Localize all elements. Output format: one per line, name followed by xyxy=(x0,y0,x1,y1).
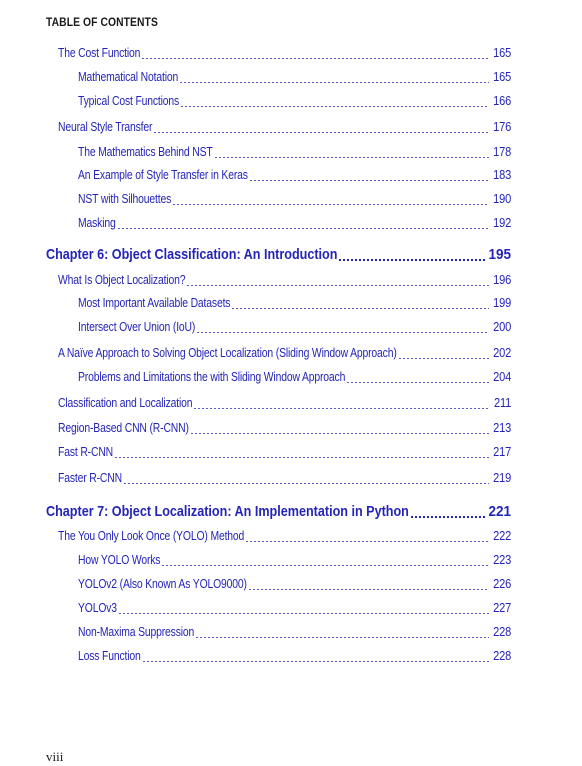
toc-entry-title: Non-Maxima Suppression xyxy=(78,624,195,639)
toc-entry-title: Masking xyxy=(78,215,116,230)
dot-leader xyxy=(117,215,489,233)
toc-entry[interactable] xyxy=(58,444,511,462)
toc-chapter-entry[interactable] xyxy=(46,503,511,523)
toc-entry-title: Faster R-CNN xyxy=(58,470,122,485)
toc-entry-page: 204 xyxy=(493,369,511,384)
dot-leader xyxy=(153,119,489,137)
toc-entry-title: NST with Silhouettes xyxy=(78,191,172,206)
toc-entry[interactable] xyxy=(78,167,511,185)
toc-entry-title: Typical Cost Functions xyxy=(78,93,180,108)
dot-leader xyxy=(179,69,489,87)
toc-entry[interactable] xyxy=(58,470,511,488)
toc-entry[interactable] xyxy=(58,45,511,63)
toc-entry-page: 217 xyxy=(493,444,511,459)
toc-entry-title: Intersect Over Union (IoU) xyxy=(78,319,196,334)
toc-entry-title: The Mathematics Behind NST xyxy=(78,144,213,159)
toc-entry-page: 166 xyxy=(493,93,511,108)
toc-entry-title: YOLOv2 (Also Known As YOLO9000) xyxy=(78,576,247,591)
dot-leader xyxy=(196,319,489,337)
toc-entry-title: Most Important Available Datasets xyxy=(78,295,231,310)
toc-entry[interactable] xyxy=(78,624,511,642)
dot-leader xyxy=(195,624,489,642)
toc-entry-title: Problems and Limitations the with Sliding Window Approach xyxy=(78,369,346,384)
toc-entry-page: 178 xyxy=(493,144,511,159)
toc-entry-page: 226 xyxy=(493,576,511,591)
dot-leader xyxy=(161,552,489,570)
toc-entry-title: Chapter 7: Object Localization: An Implementation in Python xyxy=(46,503,409,520)
toc-entry-page: 196 xyxy=(493,272,511,287)
dot-leader xyxy=(114,444,489,462)
dot-leader xyxy=(123,470,489,488)
toc-entry-title: Loss Function xyxy=(78,648,141,663)
toc-entry-page: 165 xyxy=(493,69,511,84)
dot-leader xyxy=(142,648,489,666)
toc-entry-page: 213 xyxy=(493,420,511,435)
dot-leader xyxy=(186,272,489,290)
toc-entry-title: An Example of Style Transfer in Keras xyxy=(78,167,248,182)
toc-entry[interactable] xyxy=(78,576,511,594)
toc-entry[interactable] xyxy=(78,144,511,162)
dot-leader xyxy=(180,93,489,111)
toc-entry-page: 165 xyxy=(493,45,511,60)
dot-leader xyxy=(190,420,489,438)
toc-entry[interactable] xyxy=(78,648,511,666)
toc-entry-page: 211 xyxy=(493,395,511,410)
toc-entry-title: A Naïve Approach to Solving Object Localization (Sliding Window Approach) xyxy=(58,345,397,360)
dot-leader xyxy=(249,167,489,185)
dot-leader xyxy=(214,144,489,162)
toc-entry[interactable] xyxy=(78,93,511,111)
dot-leader xyxy=(398,345,489,363)
toc-entry-page: 192 xyxy=(493,215,511,230)
toc-entry-title: The Cost Function xyxy=(58,45,141,60)
toc-entry-page: 176 xyxy=(493,119,511,134)
toc-entry[interactable] xyxy=(58,345,511,363)
toc-entry[interactable] xyxy=(58,528,511,546)
toc-entry-page: 227 xyxy=(493,600,511,615)
toc-entry-title: Mathematical Notation xyxy=(78,69,179,84)
toc-entry-page: 200 xyxy=(493,319,511,334)
dot-leader xyxy=(338,246,485,266)
toc-entry[interactable] xyxy=(58,119,511,137)
toc-entry-page: 195 xyxy=(488,246,511,263)
toc-entry-page: 228 xyxy=(493,624,511,639)
dot-leader xyxy=(248,576,489,594)
toc-entry-title: Fast R-CNN xyxy=(58,444,114,459)
toc-entry-title: The You Only Look Once (YOLO) Method xyxy=(58,528,245,543)
toc-chapter-entry[interactable] xyxy=(46,246,511,266)
toc-entry[interactable] xyxy=(78,369,511,387)
toc-entry[interactable] xyxy=(58,272,511,290)
toc-entry-page: 202 xyxy=(493,345,511,360)
toc-entry-page: 223 xyxy=(493,552,511,567)
toc-entry-page: 219 xyxy=(493,470,511,485)
dot-leader xyxy=(245,528,489,546)
toc-entry[interactable] xyxy=(78,69,511,87)
dot-leader xyxy=(231,295,489,313)
toc-entry-page: 183 xyxy=(493,167,511,182)
toc-entry-title: Chapter 6: Object Classification: An Introduction xyxy=(46,246,338,263)
page-number: viii xyxy=(46,749,64,764)
toc-entry[interactable] xyxy=(58,420,511,438)
dot-leader xyxy=(346,369,489,387)
toc-entry-title: Region-Based CNN (R-CNN) xyxy=(58,420,189,435)
dot-leader xyxy=(193,395,489,413)
dot-leader xyxy=(141,45,489,63)
toc-entry[interactable] xyxy=(78,600,511,618)
toc-entry[interactable] xyxy=(78,295,511,313)
toc-entry[interactable] xyxy=(78,215,511,233)
toc-entry[interactable] xyxy=(78,191,511,209)
toc-entry-title: Classification and Localization xyxy=(58,395,193,410)
toc-entry-page: 190 xyxy=(493,191,511,206)
toc-entry[interactable] xyxy=(58,395,511,413)
toc-entry-title: What Is Object Localization? xyxy=(58,272,186,287)
dot-leader xyxy=(172,191,489,209)
toc-entry-title: Neural Style Transfer xyxy=(58,119,153,134)
toc-entry-page: 221 xyxy=(488,503,511,520)
toc-entry[interactable] xyxy=(78,552,511,570)
toc-entry[interactable] xyxy=(78,319,511,337)
toc-entry-title: How YOLO Works xyxy=(78,552,161,567)
toc-entry-page: 199 xyxy=(493,295,511,310)
toc-entry-page: 228 xyxy=(493,648,511,663)
dot-leader xyxy=(118,600,489,618)
toc-entry-title: YOLOv3 xyxy=(78,600,117,615)
dot-leader xyxy=(410,503,485,523)
toc-entry-page: 222 xyxy=(493,528,511,543)
page-header: TABLE OF CONTENTS xyxy=(46,15,158,29)
